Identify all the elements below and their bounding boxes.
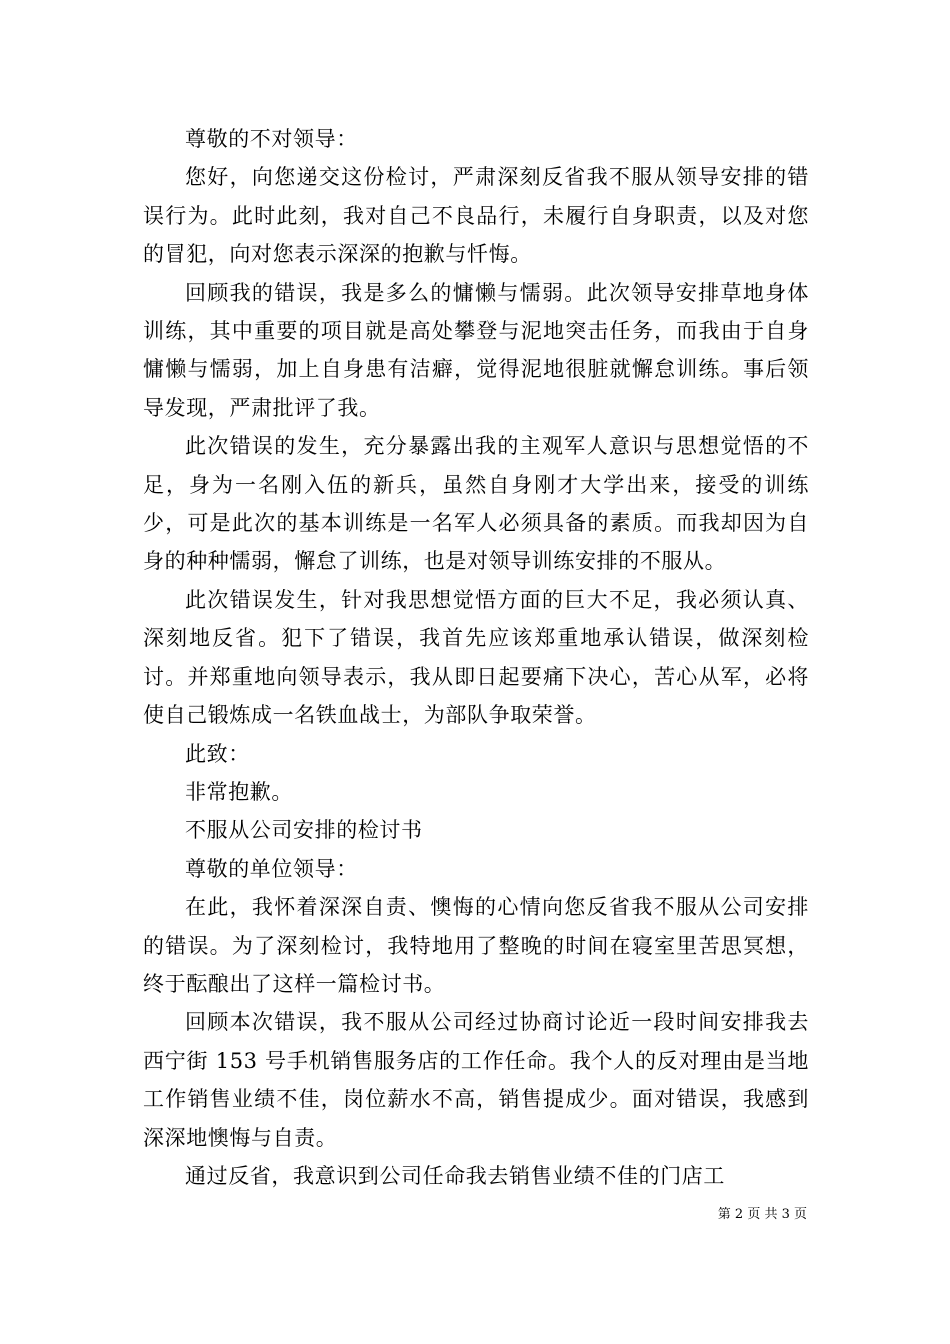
page-number: 第 2 页 共 3 页 bbox=[717, 1207, 807, 1222]
paragraph-3: 此次错误的发生，充分暴露出我的主观军人意识与思想觉悟的不足，身为一名刚入伍的新兵，虽然自身刚才大学出来，接受的训练少，可是此次的基本训练是一名军人必须具备的素质。而我却因为自身的种种懦弱，懈怠了训练，也是对领导训练安排的不服从。 bbox=[143, 434, 809, 574]
paragraph-2: 回顾我的错误，我是多么的慵懒与懦弱。此次领导安排草地身体训练，其中重要的项目就是高处攀登与泥地突击任务，而我由于自身慵懒与懦弱，加上自身患有洁癖，觉得泥地很脏就懈怠训练。事后领导发现，严肃批评了我。 bbox=[143, 280, 809, 420]
salutation-2: 尊敬的单位领导： bbox=[185, 856, 358, 881]
paragraph-6: 回顾本次错误，我不服从公司经过协商讨论近一段时间安排我去西宁街 153 号手机销售服务店的工作任命。我个人的反对理由是当地工作销售业绩不佳，岗位薪水不高，销售提成少。面对错误，我感到深深地懊悔与自责。 bbox=[143, 1010, 809, 1150]
closing-line: 此致： bbox=[185, 741, 250, 766]
paragraph-1: 您好，向您递交这份检讨，严肃深刻反省我不服从领导安排的错误行为。此时此刻，我对自己不良品行，未履行自身职责，以及对您的冒犯，向对您表示深深的抱歉与忏悔。 bbox=[143, 165, 809, 267]
paragraph-4: 此次错误发生，针对我思想觉悟方面的巨大不足，我必须认真、深刻地反省。犯下了错误，我首先应该郑重地承认错误，做深刻检讨。并郑重地向领导表示，我从即日起要痛下决心，苦心从军，必将使自己锻炼成一名铁血战士，为部队争取荣誉。 bbox=[143, 587, 809, 728]
closing-apology: 非常抱歉。 bbox=[185, 779, 293, 804]
section-title: 不服从公司安排的检讨书 bbox=[185, 818, 423, 843]
paragraph-5: 在此，我怀着深深自责、懊悔的心情向您反省我不服从公司安排的错误。为了深刻检讨，我特地用了整晚的时间在寝室里苦思冥想，终于酝酿出了这样一篇检讨书。 bbox=[143, 895, 809, 996]
document-body bbox=[143, 120, 809, 1195]
salutation-1: 尊敬的不对领导： bbox=[185, 127, 358, 151]
paragraph-7: 通过反省，我意识到公司任命我去销售业绩不佳的门店工 bbox=[185, 1163, 725, 1188]
